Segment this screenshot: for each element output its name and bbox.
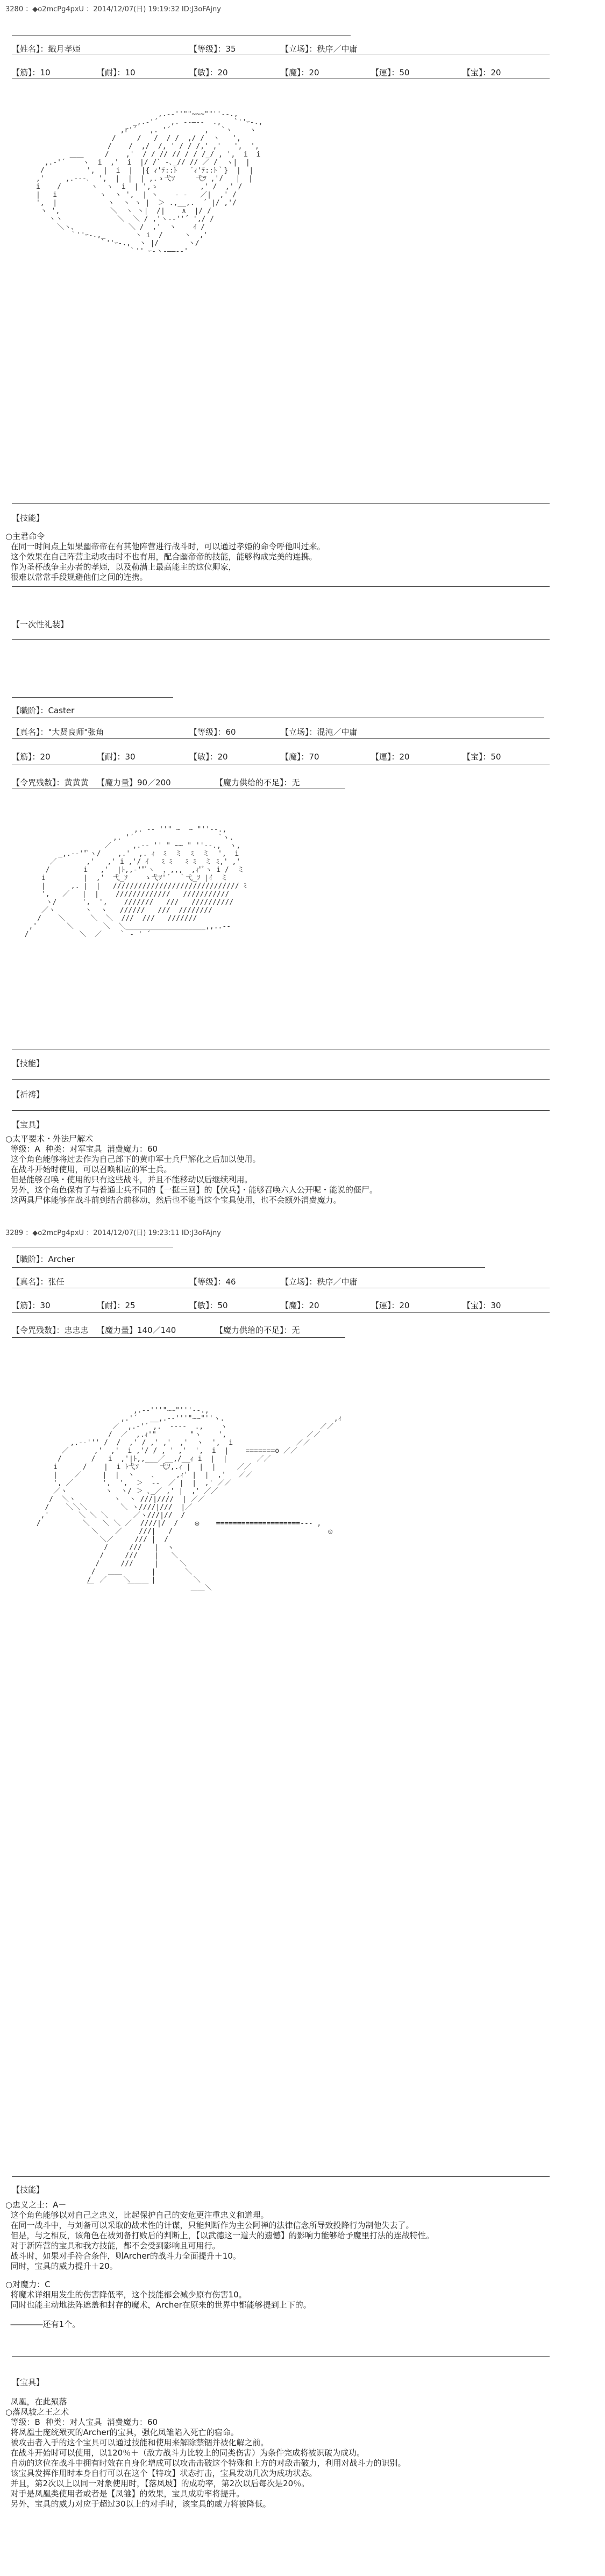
skills-title: 【技能】 [12, 513, 45, 523]
np-line: 将凤凰士庞统殒灭的Archer的宝具，强化凤雏陷入死亡的宿命。 [5, 2428, 239, 2437]
caster-stat-luk: 【運】：20 [371, 752, 410, 762]
caster-traits-label: 【祈祷】 [12, 1090, 45, 1099]
caster-class-cell: 【職阶】：Caster [12, 706, 75, 715]
caster-traits-top [12, 1079, 550, 1080]
np-line: 在战斗开始时可以使用，以120％＋（敌方战斗力比较上的同类伤害）为条件完成将被识破为成功。 [5, 2448, 365, 2458]
caster-stat-agi: 【敏】：20 [189, 752, 228, 762]
np-line: 另外，宝具的威力对应于超过30以上的对手时，该宝具的威力将被降低。 [5, 2499, 271, 2509]
stat-agi: 【敏】：20 [189, 68, 228, 77]
caster-skills-title: 【技能】 [12, 1059, 45, 1068]
archer-table-bottom [12, 1337, 345, 1338]
skill-line: 在同一时间点上如果幽帝帝在有其他阵营进行战斗时，可以通过孝姫的命令呼他叫过来。 [5, 542, 325, 551]
caster-stat-np: 【宝】：50 [462, 752, 501, 762]
np-line: ○太平要术・外法尸解术 [5, 1134, 94, 1144]
np-line: 另外，这个角色保有了与普通士兵不同的【一挺三回】的【伏兵】・能够召唤六人公开呢・能说的僵尸。 [5, 1185, 378, 1195]
ascii-art-figure: ,.-‐''""~~~""''‐-., _,.-'´ ,. -‐―‐- ., `''ｰ-., ,r'´ ,. '´ , `ヽ ヽ / / / / / ,/ / ヽ ', / / ,/ /, ' / / /,' ,' ', ', ＿＿ / ,' / / // // / / /_/ , ', i i ,.-'´ ヽ i ,' i |/ /` -､_// // ／ / ヽ| | / ', | i | |{ ｨ'ﾃ::ﾄ ´ｨ'ﾃ::ﾄ｀} | | ,' ,.-‐-､ ', | | | ,.ゝ弋ﾂ 弋ﾂ ,'/ | | i / ヽ ヽ i | ',ゝ ,' / ,' / | i ヽ ヽ ', | ヽ ‐ ‐ ／| ,' / ', | ヽ ヽ ヽ | ＞ .,__,. ´ |/ ,'/ ヽ ', ＼ ヽ ヽ| /| ∧ |/ / ヽヽ ＼ ＼ / ,'ヽ-‐''´ ',/ / ＼ヽ、 ＼ / ,' ヽ ｲ / ｀''ｰ-.,_ ヽ i / ヽ ,' ｀''ｰ-., ヽ |/ ヽ/ ｀'' ｰ-ヽ-――‐‐' [35, 110, 263, 256]
skill-line: ○忠义之士：A－ [5, 2200, 67, 2210]
archer-np-top [12, 2356, 550, 2357]
alignment-cell: 【立场】：秩序／中庸 [281, 44, 358, 54]
skill-line: 同时也能主动地法阵遮盖和封存的魔术，Archer在原来的世界中都能够提到上下的。 [5, 2300, 311, 2310]
archer-stat-agi: 【敏】：50 [189, 1301, 228, 1310]
skill-line: 这个效果在自己阵营主动攻击时不也有用，配合幽帝帝的技能，能够构成完美的连携。 [5, 552, 317, 562]
caster-stat-end: 【耐】：30 [97, 752, 136, 762]
post-header: 3289 ：◆o2mcPg4pxU ：2014/12/07(日) 19:23:11 ID:J3oFAjny [5, 1229, 221, 1237]
ascii-art-caster: ,. -‐ ''" ~ ~ "''‐-., ,. '´ `ヽ. ／ ,.-‐ '' " ~~ " ''‐-., ヽ, _,.-‐'"ﾞヽ/ ,.' ,. ｨ ﾐ ミ ﾐ ミ ', i ／ ,' ,' i ,'/ ｲ ﾐ ﾐ ﾐ ﾐ ミ ﾐ,' ,' / i ,' |ﾄ,,‐'"ﾞヽ ，,,, ,ｨ"ﾞヽ i / ミ i | ,' 弋_ｿ ゝ弋ﾂ'´ ｀弋_ｿ |ｲ ミ | ,. | | ////////////////////////////// ﾐ ', ／ | | ///////////// /////////// ヽ/ ', ', /////// /// ////////// ／ヽ ヽ ヽ ////// /// //////// / ＼ ＼ ＼ /// /// /////// ,' ＼ ＼ ＼___________________,,..-- / ＼ ／ ｀ ‐ ' ´ [24, 826, 247, 939]
skill-line: 但是，与之相反，该角色在被刘备打败后的判断上，【以武德这一道大的遗憾】的影响力能够给予魔里打法的连战特性。 [5, 2231, 435, 2240]
archer-stat-luk: 【運】：20 [371, 1301, 410, 1310]
ascii-art-archer: ,.-‐'''"~~"'''‐-., ,.'´ __,.-‐'''"~~"''ヽ. ,ｨ ／ ,.-'´ ,. -‐‐- ., ヽ ／／ / ／ ,.ｨ'" "ヽ ', ／／ ,.-‐''' / / ,' / ,' ,' ,' ヽ ', i ／／ ／ ,' ,' i ,'/ / , ' ,' ', i | =======o ／／ / / i ,'|ﾄ,,___／__,/__ｨ i | | ／／ i / | i ﾄ弋ｿ 弋ｿ,.ｨ | | | ／／ | ／ | | ヽ ､ ,ｨ' | | ,' ／／ ', ／ ', ', ＞ ‐‐ ／ | | ,' ／／ ／ヽ ヽ ヽ/ ＞ ､_／ ,' | ,' ／／ / ＼ヽ ヽ ヽ ///|//// | ／／ / ＼＼＼ ＼ ヽ////|/// |／ ,' ＼ ＼ ＼ ／ヽ///|// / / ＼ ＼ ＼ ／ ////|/ / ◎ ====================--- , ＼ ／ ///| / ◎ ＼／ /// | / / /// | ヽ / /// | ＼ / /// | ＼ / ＿＿ | ＼ / ／ ＼ | ＼ ￣ ￣￣￣ ＿＿＼ [36, 1407, 342, 1592]
skill-line: 同时，宝具的威力提升＋20。 [5, 2261, 118, 2271]
skill-line: 将魔术详细用发生的伤害降低率，这个技能都会减少原有伤害10。 [5, 2290, 247, 2300]
skill-line: ――――还有1个。 [5, 2319, 81, 2329]
np-line: 等级：B 种类：对人宝具 消费魔力：60 [5, 2417, 158, 2427]
skills-bottom-line [12, 586, 550, 587]
np-line: 被攻击者入手的这个宝具可以通过技能和使用来解除禁锢并被化解之前。 [5, 2438, 269, 2447]
np-line: 但是能够召唤・使用的只有这些战斗，并且不能移动以后继续利用。 [5, 1175, 253, 1184]
skills-top-line [12, 503, 550, 504]
caster-np-title: 【宝具】 [12, 1120, 45, 1130]
archer-skills-top [12, 2176, 550, 2177]
caster-class-top [12, 697, 173, 698]
archer-mana: 【魔力量】140／140 [97, 1325, 176, 1335]
post-3289 [0, 1224, 605, 1240]
np-line: 自动的这位在战斗中拥有时效在自身化增成可以攻击击破这个特殊和上方的对敌击破力，利用对战斗力的识别。 [5, 2458, 406, 2468]
oneshot-label: 【一次性礼装】 [12, 620, 69, 629]
skill-line: 很难以常常手段规避他们之间的连携。 [5, 572, 148, 582]
name-cell: 【姓名】：織月孝姫 [12, 44, 81, 54]
caster-stat-str: 【筋】：20 [12, 752, 51, 762]
np-line: 等级：A 种类：对军宝具 消费魔力：60 [5, 1144, 158, 1154]
archer-stat-np: 【宝】：30 [462, 1301, 501, 1310]
archer-command-seals: 【令咒残数】：忠忠忠 [12, 1325, 89, 1335]
archer-np-title: 【宝具】 [12, 2378, 45, 2387]
archer-skills-title: 【技能】 [12, 2185, 45, 2195]
skill-line: 这个角色能够以对自己之忠义，比起保护自己的安危更注重忠义和道理。 [5, 2210, 269, 2220]
caster-row2-top [12, 738, 550, 739]
archer-level-cell: 【等级】：46 [189, 1277, 236, 1287]
np-line: 对手是凤凰类使用者或者是【凤雏】的效果，宝具成功率将提升。 [5, 2489, 245, 2499]
caster-command-seals: 【令咒残数】：黄黄黄 [12, 778, 89, 787]
caster-np-top [12, 1110, 550, 1111]
np-line: 在战斗开始时使用，可以召唤相应的军士兵。 [5, 1165, 172, 1174]
archer-row3-top [12, 1312, 550, 1313]
np-line: 该宝具发挥作用时本身自行可以在这个【特攻】状态打击，宝具发动几次为成功状态。 [5, 2468, 317, 2478]
skill-line: 对于新阵营的宝具和我方技能，都不会受到影响且可用行。 [5, 2241, 220, 2251]
archer-stat-str: 【筋】：30 [12, 1301, 51, 1310]
skill-line: 战斗时，如果对手符合条件，则Archer的战斗力全面提升＋10。 [5, 2251, 241, 2261]
stat-str: 【筋】：10 [12, 68, 51, 77]
stat-end: 【耐】：10 [97, 68, 136, 77]
stat-mag: 【魔】：20 [281, 68, 319, 77]
np-line: 这个角色能够将过去作为自己部下的黄巾军士兵尸解化之后加以使用。 [5, 1154, 261, 1164]
archer-row1-top [12, 1267, 485, 1268]
caster-level-cell: 【等级】：60 [189, 727, 236, 737]
skill-line: 作为圣杯战争主办者的孝姫，以及勒满上最高能主的这位卿家， [5, 562, 237, 572]
archer-name-cell: 【真名】：张任 [12, 1277, 65, 1287]
post-header: 3280 ：◆o2mcPg4pxU ：2014/12/07(日) 19:19:32 ID:J3oFAjny [5, 5, 221, 13]
np-line: 凤凰，在此殒落 [5, 2397, 67, 2407]
caster-mana-shortage: 【魔力供给的不足】：无 [215, 778, 300, 787]
archer-alignment-cell: 【立场】：秩序／中庸 [281, 1277, 358, 1287]
oneshot-line [12, 639, 550, 640]
level-cell: 【等级】：35 [189, 44, 236, 54]
np-line: ○落凤坡之王之术 [5, 2407, 69, 2417]
caster-mana: 【魔力量】90／200 [97, 778, 171, 787]
archer-class-cell: 【職阶】：Archer [12, 1254, 75, 1264]
skill-line: 在同一战斗中，与刘备可以采取的战术性的计谋，只能判断作为主公阿禅的法律信念所导致投降行为制他失去了。 [5, 2220, 414, 2230]
np-line: 这两具尸体能够在战斗前到结合前移动，然后也不能当这个宝具使用，也不会额外消费魔力。 [5, 1195, 341, 1205]
stat-luk: 【運】：50 [371, 68, 410, 77]
caster-alignment-cell: 【立场】：混沌／中庸 [281, 727, 358, 737]
skill-line: ○主君命令 [5, 531, 45, 541]
np-line: 并且，第2次以上以同一对象使用时，【落凤坡】的成功率，第2次以后每次是20％。 [5, 2479, 310, 2488]
caster-name-cell: 【真名】："大贤良师"张角 [12, 727, 104, 737]
caster-stat-mag: 【魔】：70 [281, 752, 319, 762]
archer-stat-mag: 【魔】：20 [281, 1301, 319, 1310]
post-3280 [0, 0, 605, 17]
skill-line: ○对魔力：C [5, 2280, 51, 2289]
archer-stat-end: 【耐】：25 [97, 1301, 136, 1310]
archer-mana-shortage: 【魔力供给的不足】：无 [215, 1325, 300, 1335]
stat-np: 【宝】：20 [462, 68, 501, 77]
